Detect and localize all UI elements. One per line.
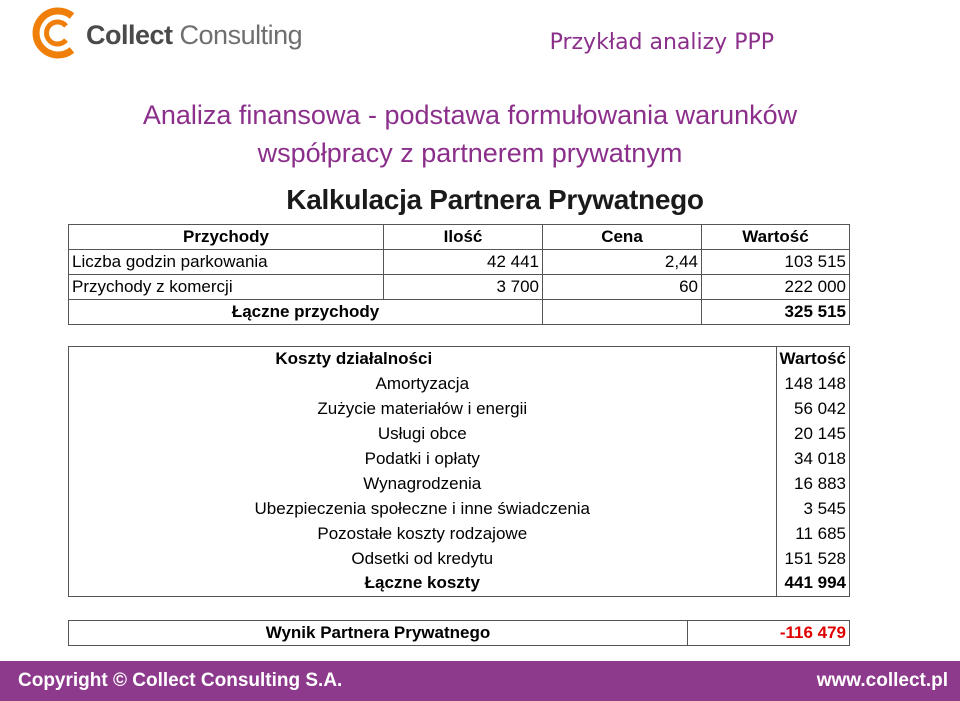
revenue-total-value: 325 515 — [702, 300, 850, 325]
collect-logo-icon — [28, 6, 84, 60]
table-row — [69, 372, 850, 397]
revenue-header-cell: Cena — [543, 225, 702, 250]
website-link[interactable]: www.collect.pl — [816, 670, 948, 691]
table-row — [69, 471, 850, 496]
cost-label: Amortyzacja — [69, 372, 777, 397]
revenue-header-row — [69, 225, 850, 250]
cost-value: 11 685 — [795, 523, 846, 543]
heading-line-1: Analiza finansowa - podstawa formułowania warunków — [142, 100, 798, 130]
cost-value: 148 148 — [784, 374, 846, 394]
revenue-label: Liczba godzin parkowania — [69, 250, 384, 275]
revenue-total-label: Łączne przychody — [69, 300, 543, 325]
empty-cell — [543, 300, 702, 325]
result-value: -116 479 — [688, 621, 850, 646]
cost-label: Zużycie materiałów i energii — [69, 397, 777, 422]
cost-header-row — [69, 347, 850, 372]
cost-value: 16 883 — [794, 473, 846, 493]
cost-label: Wynagrodzenia — [69, 471, 777, 496]
revenue-header-cell: Przychody — [69, 225, 384, 250]
result-label: Wynik Partnera Prywatnego — [69, 621, 688, 646]
revenue-qty: 3 700 — [384, 275, 543, 300]
cost-header-label: Koszty działalności — [69, 347, 777, 372]
table-row — [69, 275, 850, 300]
table-row — [69, 250, 850, 275]
slide-label: Przykład analizy PPP — [549, 30, 774, 55]
cost-label: Odsetki od kredytu — [69, 546, 777, 571]
cost-total-label: Łączne koszty — [69, 571, 777, 596]
table-row — [69, 422, 850, 447]
table-title: Kalkulacja Partnera Prywatnego — [286, 184, 704, 215]
cost-total-value: 441 994 — [784, 573, 846, 593]
cost-header-value: Wartość — [779, 349, 846, 369]
result-row — [69, 621, 850, 646]
cost-value: 151 528 — [784, 548, 846, 568]
revenue-value: 103 515 — [702, 250, 850, 275]
table-row — [69, 447, 850, 472]
logo-word-collect: Collect — [86, 20, 173, 50]
revenue-total-row — [69, 300, 850, 325]
page-heading — [0, 96, 940, 172]
company-logo — [28, 6, 358, 60]
revenue-qty: 42 441 — [384, 250, 543, 275]
logo-word-consulting: Consulting — [179, 20, 303, 50]
revenue-header-cell: Ilość — [384, 225, 543, 250]
cost-label: Podatki i opłaty — [69, 447, 777, 472]
footer-bar — [0, 661, 960, 701]
cost-value: 34 018 — [794, 449, 846, 468]
cost-value: 3 545 — [803, 498, 846, 518]
table-row — [69, 496, 850, 521]
cost-label: Ubezpieczenia społeczne i inne świadczenia — [69, 496, 777, 521]
table-row — [69, 397, 850, 422]
copyright-text: Copyright © Collect Consulting S.A. — [18, 670, 343, 691]
cost-label: Usługi obce — [69, 422, 777, 447]
cost-value: 20 145 — [794, 424, 846, 444]
revenue-price: 60 — [543, 275, 702, 300]
revenue-price: 2,44 — [543, 250, 702, 275]
cost-label: Pozostałe koszty rodzajowe — [69, 521, 777, 546]
cost-table — [68, 346, 850, 597]
table-row — [69, 521, 850, 546]
table-row — [69, 546, 850, 571]
cost-value: 56 042 — [794, 399, 846, 419]
result-table — [68, 620, 850, 646]
revenue-value: 222 000 — [702, 275, 850, 300]
logo-wordmark — [86, 20, 302, 51]
revenue-label: Przychody z komercji — [69, 275, 384, 300]
revenue-header-cell: Wartość — [702, 225, 850, 250]
heading-line-2: współpracy z partnerem prywatnym — [257, 138, 683, 168]
revenue-table — [68, 224, 850, 325]
cost-total-row — [69, 571, 850, 596]
